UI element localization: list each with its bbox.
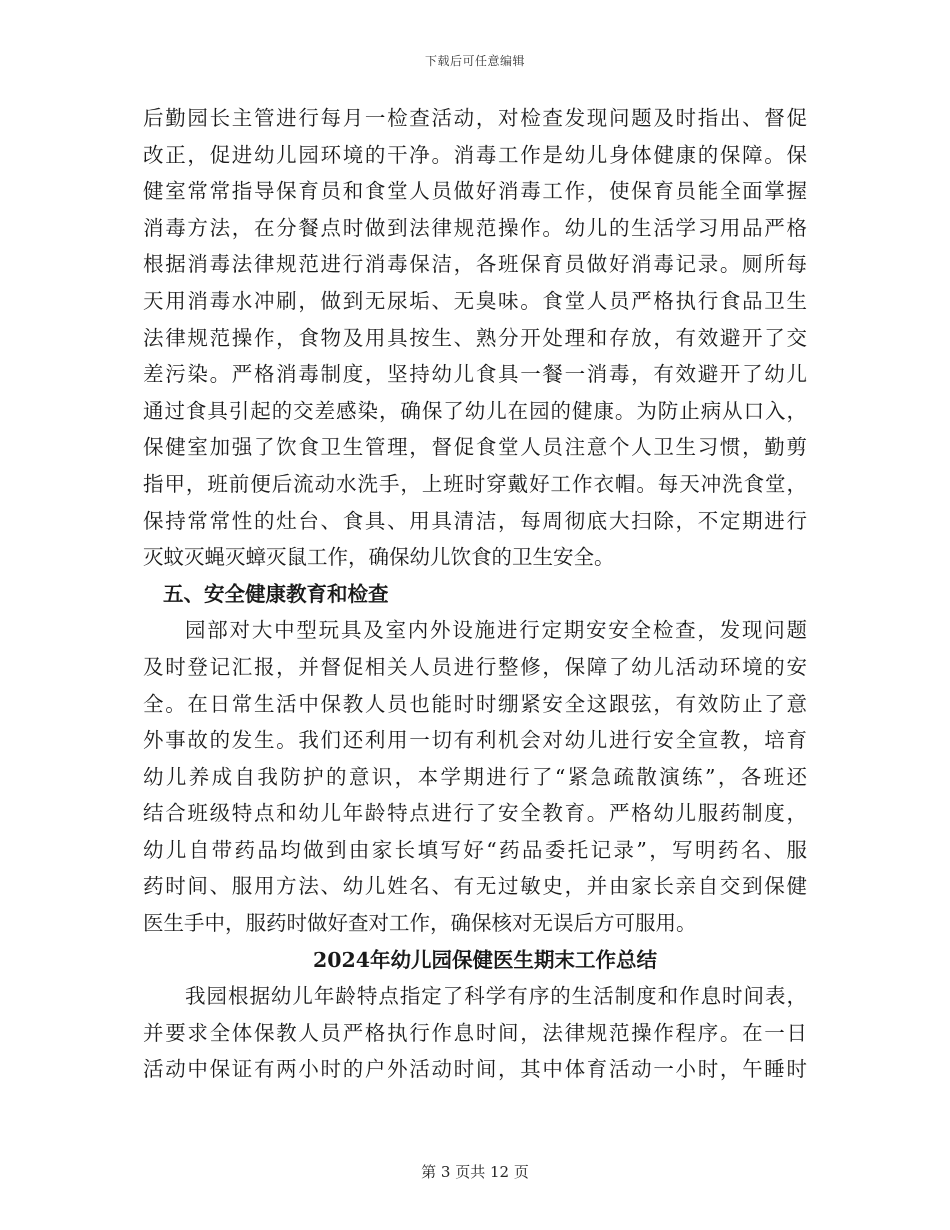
document-title: 2024年幼儿园保健医生期末工作总结 [312, 947, 658, 972]
paragraph-line: 消毒方法，在分餐点时做到法律规范操作。幼儿的生活学习用品严格 [143, 215, 807, 240]
paragraph-line: 结合班级特点和幼儿年龄特点进行了安全教育。严格幼儿服药制度， [143, 801, 807, 826]
paragraph-line: 药时间、服用方法、幼儿姓名、有无过敏史，并由家长亲自交到保健 [143, 874, 807, 899]
paragraph-line: 灭蚊灭蝇灭蟑灭鼠工作，确保幼儿饮食的卫生安全。 [143, 545, 615, 570]
paragraph-line: 外事故的发生。我们还利用一切有利机会对幼儿进行安全宣教，培育 [143, 728, 807, 753]
paragraph-line: 幼儿养成自我防护的意识，本学期进行了“紧急疏散演练”，各班还 [143, 764, 807, 789]
paragraph-line: 及时登记汇报，并督促相关人员进行整修，保障了幼儿活动环境的安 [143, 654, 807, 679]
paragraph-line: 后勤园长主管进行每月一检查活动，对检查发现问题及时指出、督促 [143, 106, 807, 130]
paragraph-line: 全。在日常生活中保教人员也能时时绷紧安全这跟弦，有效防止了意 [143, 691, 807, 716]
paragraph-line: 天用消毒水冲刷，做到无尿垢、无臭味。食堂人员严格执行食品卫生 [143, 288, 807, 313]
section-five-paragraph [143, 612, 807, 941]
page-number: 第 3 页共 12 页 [421, 1163, 529, 1181]
paragraph-line: 医生手中，服药时做好查对工作，确保核对无误后方可服用。 [143, 911, 697, 936]
paragraph-line: 并要求全体保教人员严格执行作息时间，法律规范操作程序。在一日 [143, 1020, 807, 1045]
summary-paragraph [143, 978, 807, 1088]
section-five-heading: 五、安全健康教育和检查 [163, 581, 389, 606]
paragraph-line: 指甲，班前便后流动水洗手，上班时穿戴好工作衣帽。每天冲洗食堂， [143, 471, 807, 496]
paragraph-line: 健室常常指导保育员和食堂人员做好消毒工作，使保育员能全面掌握 [143, 179, 807, 204]
paragraph-line: 我园根据幼儿年龄特点指定了科学有序的生活制度和作息时间表， [185, 984, 807, 1009]
paragraph-line: 根据消毒法律规范进行消毒保洁，各班保育员做好消毒记录。厕所每 [143, 252, 807, 277]
paragraph-line: 幼儿自带药品均做到由家长填写好“药品委托记录”，写明药名、服 [143, 837, 807, 862]
paragraph-line: 活动中保证有两小时的户外活动时间，其中体育活动一小时，午睡时 [143, 1057, 807, 1082]
page-header-note: 下载后可任意编辑 [424, 54, 525, 68]
paragraph-line: 园部对大中型玩具及室内外设施进行定期安安全检查，发现问题 [185, 618, 807, 643]
paragraph-line: 改正，促进幼儿园环境的干净。消毒工作是幼儿身体健康的保障。保 [143, 142, 807, 167]
paragraph-line: 通过食具引起的交差感染，确保了幼儿在园的健康。为防止病从口入， [143, 398, 807, 423]
paragraph-line: 差污染。严格消毒制度，坚持幼儿食具一餐一消毒，有效避开了幼儿 [143, 362, 807, 387]
previous-section-paragraph [143, 100, 807, 576]
document-body [143, 100, 807, 1088]
paragraph-line: 保持常常性的灶台、食具、用具清洁，每周彻底大扫除，不定期进行 [143, 508, 807, 533]
paragraph-line: 法律规范操作，食物及用具按生、熟分开处理和存放，有效避开了交 [143, 325, 807, 350]
paragraph-line: 保健室加强了饮食卫生管理，督促食堂人员注意个人卫生习惯，勤剪 [143, 435, 807, 460]
